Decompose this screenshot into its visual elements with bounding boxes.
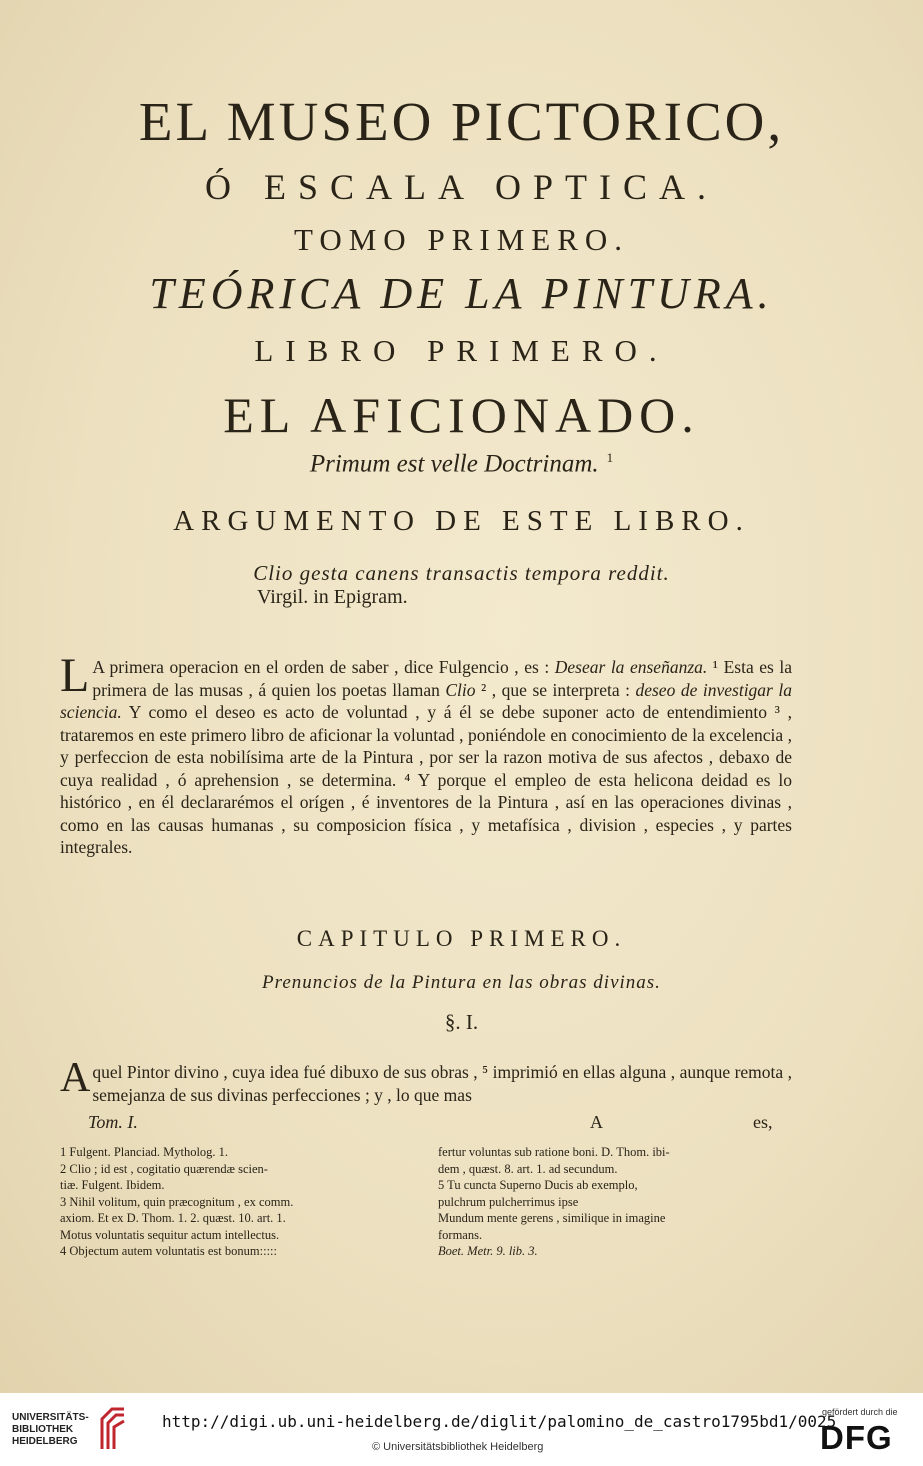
chapter-subtitle: Prenuncios de la Pintura en las obras divinas. xyxy=(262,972,661,993)
footnote-line: fertur voluntas sub ratione boni. D. Thom. ibi- xyxy=(438,1145,670,1159)
dfg-logo[interactable]: DFG xyxy=(820,1419,893,1456)
motto-note: 1 xyxy=(606,450,614,465)
section-mark: §. I. xyxy=(444,1010,479,1034)
argument-heading: ARGUMENTO DE ESTE LIBRO. xyxy=(173,505,750,537)
library-name-2: BIBLIOTHEK xyxy=(12,1424,74,1435)
paragraph-1 xyxy=(60,649,792,859)
p1-em-3: deseo de investigar la sciencia. xyxy=(60,679,792,722)
p1-text-c: ² , que se interpreta : xyxy=(475,679,636,700)
footnote-line: Boet. Metr. 9. lib. 3. xyxy=(438,1244,538,1258)
footnote-line: dem , quæst. 8. art. 1. ad secundum. xyxy=(438,1161,618,1176)
footnote-line: formans. xyxy=(438,1227,483,1242)
epigraph-source: Virgil. in Epigram. xyxy=(257,586,408,608)
paragraph-2 xyxy=(60,1055,792,1106)
library-name-3: HEIDELBERG xyxy=(12,1436,78,1447)
footnote-line: 2 Clio ; id est , cogitatio quærendæ scien- xyxy=(60,1161,268,1176)
footnote-line: 4 Objectum autem voluntatis est bonum::::: xyxy=(60,1244,277,1258)
footnote-line: tiæ. Fulgent. Ibidem. xyxy=(60,1178,165,1192)
copyright-notice: © Universitätsbibliothek Heidelberg xyxy=(372,1441,544,1453)
catchword: es, xyxy=(753,1112,773,1132)
p1-text-d: Y como el deseo es acto de voluntad , y á él se debe suponer acto de entendimiento ³ , trataremos en este primero libro de aficionar la voluntad , poniéndole en conocimiento de la excelencia , y perfeccion de esta nobilísima arte de la Pintura , por ser la razon motiva de sus afectos , debaxo de cuya realidad , ó aprehension , se determina. ⁴ Y porque el empleo de esta helicona deidad es lo histórico , en él declararémos el orígen , é inventores de la Pintura , así en las operaciones divinas , como en las causas humanas , su composicion física , y metafísica , division , especies , y partes integrales. xyxy=(60,702,792,857)
p1-em-2: Clio xyxy=(445,679,476,700)
volume-signature: Tom. I. xyxy=(88,1112,138,1132)
p1-text-a: A primera operacion en el orden de saber , dice Fulgencio , es : xyxy=(92,657,555,677)
p2-text: quel Pintor divino , cuya idea fué dibuxo de sus obras , ⁵ imprimió en ellas alguna , aunque remota , semejanza de sus divinas perfecciones ; y , lo que mas xyxy=(92,1062,792,1105)
library-name-1: UNIVERSITÄTS- xyxy=(12,1412,89,1423)
footnote-line: Mundum mente gerens , similique in imagine xyxy=(438,1211,666,1225)
chapter-heading: CAPITULO PRIMERO. xyxy=(296,926,627,951)
footnote-line: pulchrum pulcherrimus ipse xyxy=(438,1194,579,1209)
epigraph: Clio gesta canens transactis tempora reddit. xyxy=(253,561,670,585)
footnotes-right xyxy=(438,1144,792,1260)
title-line-2: Ó ESCALA OPTICA. xyxy=(204,167,719,207)
funding-label: gefördert durch die xyxy=(822,1407,898,1417)
title-line-4: TEÓRICA DE LA PINTURA. xyxy=(149,269,774,318)
footnote-line: axiom. Et ex D. Thom. 1. 2. quæst. 10. art. 1. xyxy=(60,1211,286,1225)
motto-text: Primum est velle Doctrinam. xyxy=(309,450,599,478)
footnote-line: 3 Nihil volitum, quin præcognitum , ex comm. xyxy=(60,1194,294,1209)
drop-cap-l: L xyxy=(60,649,90,702)
permalink-url[interactable]: http://digi.ub.uni-heidelberg.de/diglit/palomino_de_castro1795bd1/0025 xyxy=(162,1412,837,1431)
footnote-line: 5 Tu cuncta Superno Ducis ab exemplo, xyxy=(438,1178,638,1192)
title-line-1: EL MUSEO PICTORICO, xyxy=(138,91,785,152)
library-logo-text[interactable] xyxy=(12,1412,89,1448)
library-logo-icon[interactable] xyxy=(98,1405,128,1453)
footnote-line: Motus voluntatis sequitur actum intellectus. xyxy=(60,1227,280,1242)
title-line-5: LIBRO PRIMERO. xyxy=(254,333,669,368)
signature-letter: A xyxy=(590,1112,603,1132)
title-line-3: TOMO PRIMERO. xyxy=(293,222,630,257)
title-line-6: EL AFICIONADO. xyxy=(223,387,700,443)
footnote-line: 1 Fulgent. Planciad. Mytholog. 1. xyxy=(60,1145,229,1159)
drop-cap-a: A xyxy=(60,1055,91,1101)
p1-text-b: ¹ Esta es la primera de las musas , á quien los poetas llaman xyxy=(92,657,792,700)
motto xyxy=(0,450,923,478)
p1-em-1: Desear la enseñanza. xyxy=(554,657,708,677)
footnotes-left xyxy=(60,1144,424,1260)
